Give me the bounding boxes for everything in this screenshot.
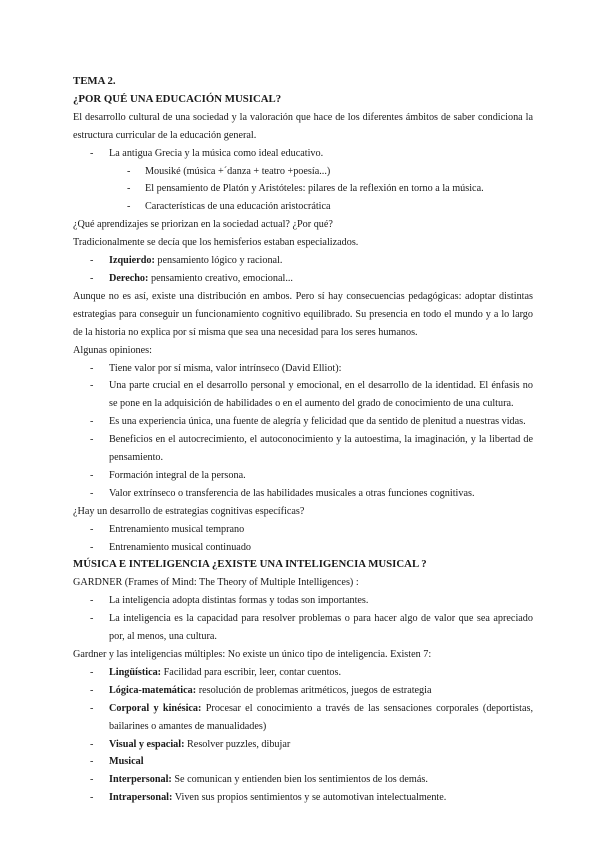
bullet-dash: -: [90, 702, 94, 714]
list-item-text: El pensamiento de Platón y Aristóteles: pilares de la reflexión en torno a la música.: [145, 183, 484, 195]
bullet-dash: -: [90, 756, 94, 768]
list-item: [73, 521, 533, 539]
list-item: [73, 592, 533, 610]
list-item: [73, 539, 533, 557]
bullet-dash: -: [90, 272, 94, 284]
list-item-text: Formación integral de la persona.: [109, 469, 246, 481]
intro-paragraph: El desarrollo cultural de una sociedad y la valoración que hace de los diferentes ámbitos de saber condiciona la estructura curricular de la educación general.: [73, 111, 533, 141]
section-title: MÚSICA E INTELIGENCIA ¿EXISTE UNA INTELIGENCIA MUSICAL ?: [73, 558, 427, 571]
paragraph: Gardner y las inteligencias múltiples: No existe un único tipo de inteligencia. Existen 7:: [73, 649, 432, 660]
list-item: [73, 467, 533, 485]
bullet-dash: -: [90, 362, 94, 374]
bullet-dash: -: [90, 469, 94, 481]
bullet-dash: -: [90, 523, 94, 535]
bullet-dash: -: [90, 774, 94, 786]
term-text: pensamiento creativo, emocional...: [148, 272, 293, 284]
bullet-dash: -: [90, 416, 94, 428]
sub-list-item: [73, 180, 533, 198]
bullet-dash: -: [90, 595, 94, 607]
list-item-text: Entrenamiento musical temprano: [109, 523, 245, 535]
bullet-dash: -: [127, 183, 131, 195]
list-item: [73, 682, 533, 700]
paragraph: Aunque no es así, existe una distribución en ambos. Pero sí hay consecuencias pedagógicas: adoptar distintas estrategias para conseguir un funcionamiento cognitivo equilibrado. Su presencia en todo el mundo y a lo largo de la historia no explica por sí misma que sea una necesidad para los seres humanos.: [73, 290, 533, 338]
term-label: Corporal y kinésica:: [109, 702, 202, 714]
term-label: Interpersonal:: [109, 774, 172, 786]
bullet-dash: -: [90, 738, 94, 750]
list-item: [73, 431, 533, 467]
question-paragraph: ¿Qué aprendizajes se priorizan en la sociedad actual? ¿Por qué?: [73, 219, 333, 231]
term-label: Visual y espacial:: [109, 738, 185, 750]
bullet-dash: -: [90, 434, 94, 446]
paragraph: GARDNER (Frames of Mind: The Theory of Multiple Intelligences) :: [73, 577, 359, 589]
term-text: resolución de problemas aritméticos, juegos de estrategia: [196, 684, 432, 696]
bullet-dash: -: [127, 201, 131, 213]
topic-number: TEMA 2.: [73, 75, 116, 87]
list-item: [73, 700, 533, 736]
list-item-text: Tiene valor por sí misma, valor intrínseco (David Elliot):: [109, 362, 342, 374]
list-item: [73, 753, 533, 771]
list-item-text: Beneficios en el autocrecimiento, el autoconocimiento y la autoestima, la imaginación, y la libertad de pensamiento.: [109, 434, 533, 464]
term-text: Resolver puzzles, dibujar: [184, 738, 291, 750]
list-item: [73, 145, 533, 163]
list-item-text: La inteligencia adopta distintas formas y todas son importantes.: [109, 595, 369, 607]
term-label: Derecho:: [109, 272, 149, 284]
list-item: [73, 377, 533, 413]
sub-list-item: [73, 163, 533, 181]
list-item-text: Entrenamiento musical continuado: [109, 541, 252, 553]
section-title: ¿POR QUÉ UNA EDUCACIÓN MUSICAL?: [73, 92, 282, 105]
term-label: Izquierdo:: [109, 255, 155, 267]
bullet-dash: -: [90, 380, 94, 392]
bullet-dash: -: [90, 487, 94, 499]
bullet-dash: -: [90, 541, 94, 553]
term-text: pensamiento lógico y racional.: [154, 255, 283, 267]
term-text: Viven sus propios sentimientos y se automotivan intelectualmente.: [172, 792, 447, 804]
list-item: [73, 771, 533, 789]
list-item: [73, 736, 533, 754]
term-text: Procesar el conocimiento a través de las sensaciones corporales (deportistas, bailarines o amantes de manualidades): [109, 702, 534, 732]
list-item: [73, 360, 533, 378]
list-item-text: La antigua Grecia y la música como ideal educativo.: [109, 147, 324, 159]
term-label: Intrapersonal:: [109, 792, 173, 804]
list-item: [73, 413, 533, 431]
list-item-text: Características de una educación aristocrática: [145, 201, 331, 213]
bullet-dash: -: [90, 613, 94, 625]
list-item-text: La inteligencia es la capacidad para resolver problemas o para hacer algo de valor que sea apreciado por, al menos, una cultura.: [109, 613, 533, 643]
paragraph: Algunas opiniones:: [73, 344, 152, 356]
bullet-dash: -: [127, 165, 131, 177]
list-item-text: Mousiké (música +´danza + teatro +poesía...): [145, 165, 331, 177]
term-label: Lógica-matemática:: [109, 684, 197, 696]
term-label: Lingüística:: [109, 666, 162, 678]
sub-list-item: [73, 198, 533, 216]
term-label: Musical: [109, 756, 144, 768]
bullet-dash: -: [90, 255, 94, 267]
bullet-dash: -: [90, 684, 94, 696]
list-item-text: Valor extrínseco o transferencia de las habilidades musicales a otras funciones cognitivas.: [109, 487, 475, 499]
list-item-text: Una parte crucial en el desarrollo personal y emocional, en el desarrollo de la identidad. El énfasis no se pone en la adquisición de habilidades o en el aumento del grado de conocimiento de una cultura.: [109, 380, 533, 410]
list-item: [73, 252, 533, 270]
term-text: Facilidad para escribir, leer, contar cuentos.: [161, 666, 342, 678]
paragraph: Tradicionalmente se decía que los hemisferios estaban especializados.: [73, 237, 359, 249]
list-item: [73, 610, 533, 646]
question-paragraph: ¿Hay un desarrollo de estrategias cognitivas específicas?: [73, 505, 305, 517]
document-body: [73, 73, 533, 807]
bullet-dash: -: [90, 666, 94, 678]
bullet-dash: -: [90, 792, 94, 804]
list-item: [73, 485, 533, 503]
bullet-dash: -: [90, 147, 94, 159]
term-text: Se comunican y entienden bien los sentimientos de los demás.: [171, 774, 428, 786]
list-item: [73, 270, 533, 288]
list-item-text: Es una experiencia única, una fuente de alegría y felicidad que da sentido de plenitud a nuestras vidas.: [109, 416, 526, 428]
list-item: [73, 664, 533, 682]
list-item: [73, 789, 533, 807]
